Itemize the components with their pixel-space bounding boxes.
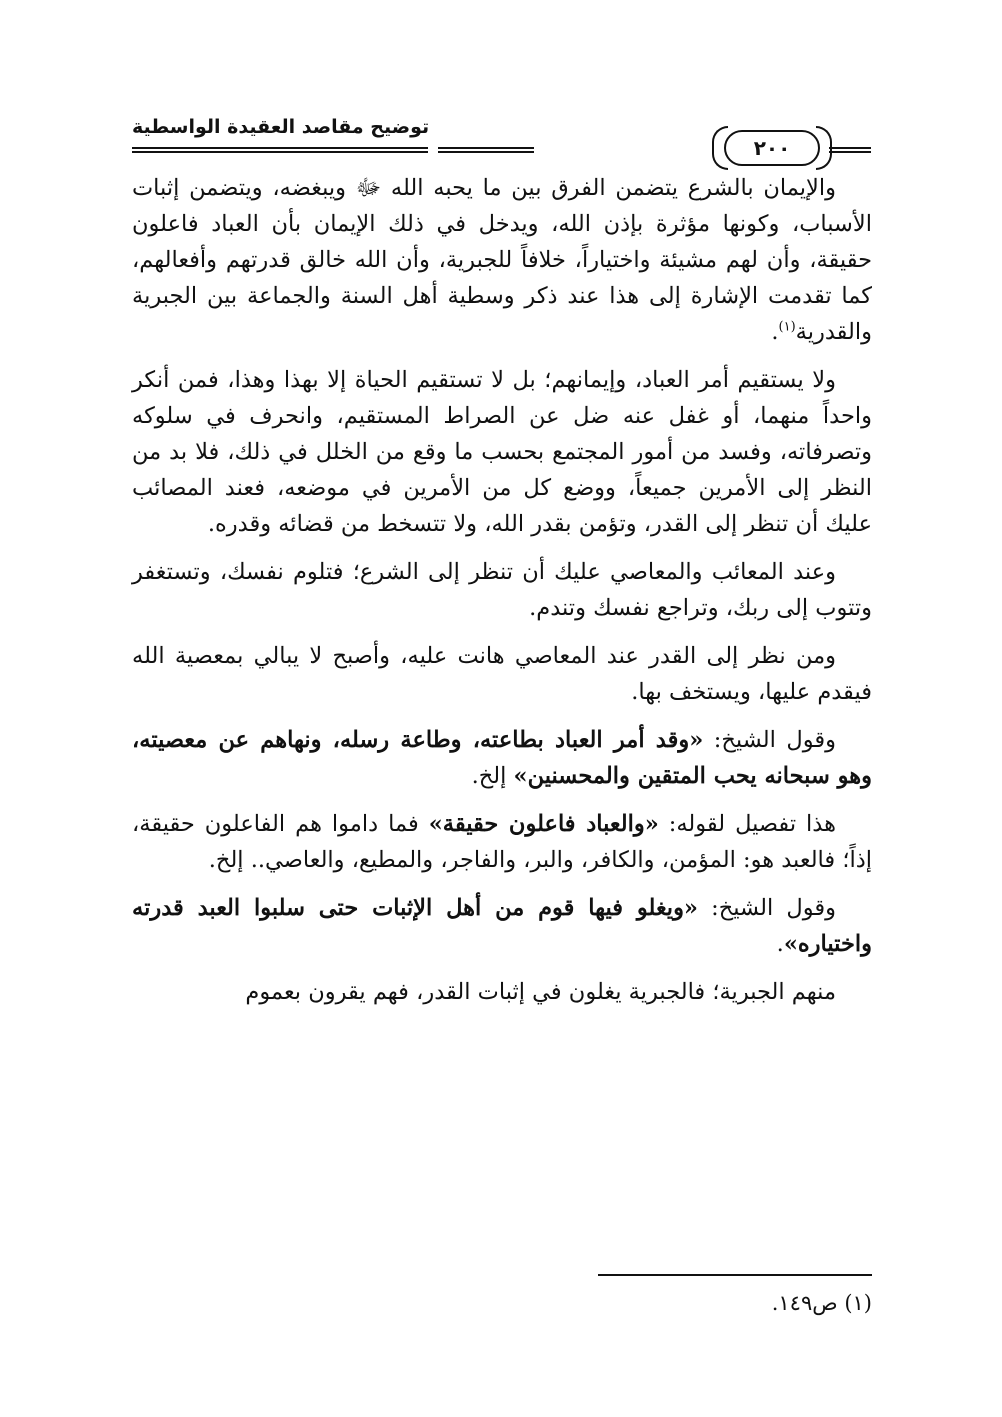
paragraph-lead: هذا تفصيل لقوله: xyxy=(658,811,836,837)
header-rule xyxy=(829,147,871,149)
header-rule xyxy=(438,151,534,153)
page-number-badge xyxy=(724,130,820,166)
running-header xyxy=(132,110,872,160)
paragraph-lead: وقول الشيخ: xyxy=(698,895,836,921)
quoted-text: «وقد أمر العباد بطاعته، وطاعة رسله، ونهاهم عن معصيته، وهو سبحانه يحب المتقين والمحسنين» xyxy=(132,727,872,789)
paragraph-text: ومن نظر إلى القدر عند المعاصي هانت عليه، وأصبح لا يبالي بمعصية الله فيقدم عليها، ويستخف بها. xyxy=(132,643,872,705)
footnote-separator xyxy=(598,1274,872,1276)
paragraph xyxy=(132,554,872,626)
quoted-text: «ويغلو فيها قوم من أهل الإثبات حتى سلبوا العبد قدرته واختياره» xyxy=(132,895,872,957)
paragraph-tail: . xyxy=(776,931,784,957)
body-text xyxy=(132,170,872,1010)
paragraph xyxy=(132,638,872,710)
header-rule xyxy=(132,147,428,149)
header-rule xyxy=(829,151,871,153)
paragraph xyxy=(132,722,872,794)
paragraph xyxy=(132,362,872,542)
paragraph xyxy=(132,974,872,1010)
header-rule xyxy=(438,147,534,149)
paragraph-text: والإيمان بالشرع يتضمن الفرق بين ما يحبه الله ﷻ ويبغضه، ويتضمن إثبات الأسباب، وكونها مؤثرة بإذن الله، ويدخل في ذلك الإيمان بأن العباد فاعلون حقيقة، وأن لهم مشيئة واختياراً، خلافاً للجبرية، وأن الله خالق قدرتهم وأفعالهم، كما تقدمت الإشارة إلى هذا عند ذكر وسطية أهل السنة والجماعة بين الجبرية والقدرية xyxy=(132,175,872,345)
paragraph xyxy=(132,806,872,878)
page-number: ٢٠٠ xyxy=(753,136,791,160)
paragraph xyxy=(132,170,872,350)
paragraph-tail: إلخ. xyxy=(471,763,514,789)
paragraph-tail: فما داموا هم الفاعلون حقيقة، إذاً؛ فالعبد هو: المؤمن، والكافر، والبر، والفاجر، والمطيع، والعاصي.. إلخ. xyxy=(132,811,872,873)
book-title: توضيح مقاصد العقيدة الواسطية xyxy=(132,116,430,138)
footnote-reference[interactable]: (١) xyxy=(778,319,796,335)
quoted-text: «والعباد فاعلون حقيقة» xyxy=(428,811,659,837)
paragraph xyxy=(132,890,872,962)
paragraph-text: ولا يستقيم أمر العباد، وإيمانهم؛ بل لا تستقيم الحياة إلا بهذا وهذا، فمن أنكر واحداً منهما، أو غفل عنه ضل عن الصراط المستقيم، وانحرف في سلوكه وتصرفاته، وفسد من أمور المجتمع بحسب ما وقع من الخلل في ذلك، فلا بد من النظر إلى الأمرين جميعاً، ووضع كل من الأمرين في موضعه، فعند المصائب عليك أن تنظر إلى القدر، وتؤمن بقدر الله، ولا تتسخط من قضائه وقدره. xyxy=(132,367,872,537)
footnote xyxy=(600,1288,872,1318)
paragraph-text: وعند المعائب والمعاصي عليك أن تنظر إلى الشرع؛ فتلوم نفسك، وتستغفر وتتوب إلى ربك، وتراجع نفسك وتندم. xyxy=(132,559,872,621)
paragraph-tail: . xyxy=(771,319,779,345)
footnote-text: (١) ص١٤٩. xyxy=(771,1291,872,1315)
paragraph-text: منهم الجبرية؛ فالجبرية يغلون في إثبات القدر، فهم يقرون بعموم xyxy=(245,979,836,1005)
paragraph-lead: وقول الشيخ: xyxy=(703,727,836,753)
header-rule xyxy=(132,151,428,153)
